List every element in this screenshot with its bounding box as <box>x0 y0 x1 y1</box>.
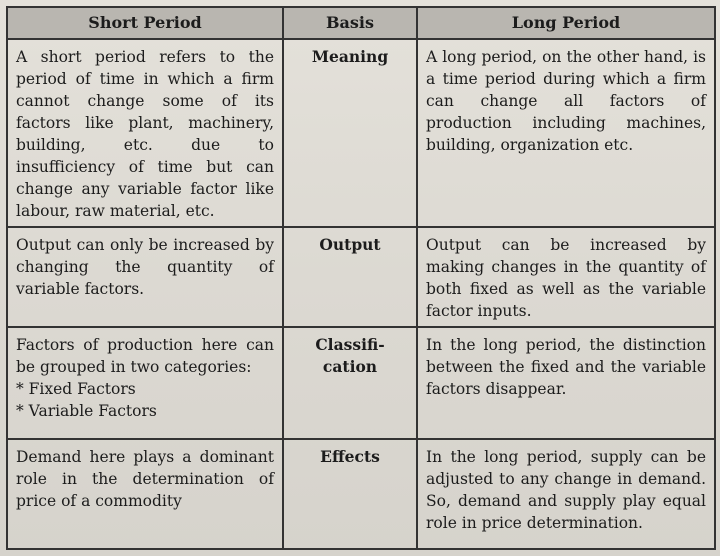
long-period-cell: A long period, on the other hand, is a time period during which a firm can change all factors of production including machines, building, organization etc. <box>417 39 715 227</box>
table-row <box>7 39 715 227</box>
short-period-cell <box>7 327 283 439</box>
long-period-cell: Output can be increased by making changes in the quantity of both fixed as well as the variable factor inputs. <box>417 227 715 327</box>
short-period-intro: Factors of production here can be grouped in two categories: <box>16 336 274 376</box>
long-period-cell: In the long period, the distinction between the fixed and the variable factors disappear. <box>417 327 715 439</box>
long-period-cell: In the long period, supply can be adjusted to any change in demand. So, demand and supply play equal role in price determination. <box>417 439 715 549</box>
basis-cell: Effects <box>283 439 417 549</box>
short-period-cell: A short period refers to the period of time in which a firm cannot change some of its factors like plant, machinery, building, etc. due to insufficiency of time but can change any variable factor like labour, raw material, etc. <box>7 39 283 227</box>
basis-cell: Output <box>283 227 417 327</box>
header-basis: Basis <box>283 7 417 39</box>
list-item: * Variable Factors <box>16 402 157 420</box>
list-item: * Fixed Factors <box>16 380 136 398</box>
table-row <box>7 227 715 327</box>
header-row <box>7 7 715 39</box>
table-row <box>7 439 715 549</box>
header-short-period: Short Period <box>7 7 283 39</box>
table-row <box>7 327 715 439</box>
basis-cell: Meaning <box>283 39 417 227</box>
basis-cell: Classifi-cation <box>283 327 417 439</box>
short-period-cell: Demand here plays a dominant role in the determination of price of a commodity <box>7 439 283 549</box>
short-period-cell: Output can only be increased by changing the quantity of variable factors. <box>7 227 283 327</box>
header-long-period: Long Period <box>417 7 715 39</box>
comparison-table <box>6 6 716 550</box>
